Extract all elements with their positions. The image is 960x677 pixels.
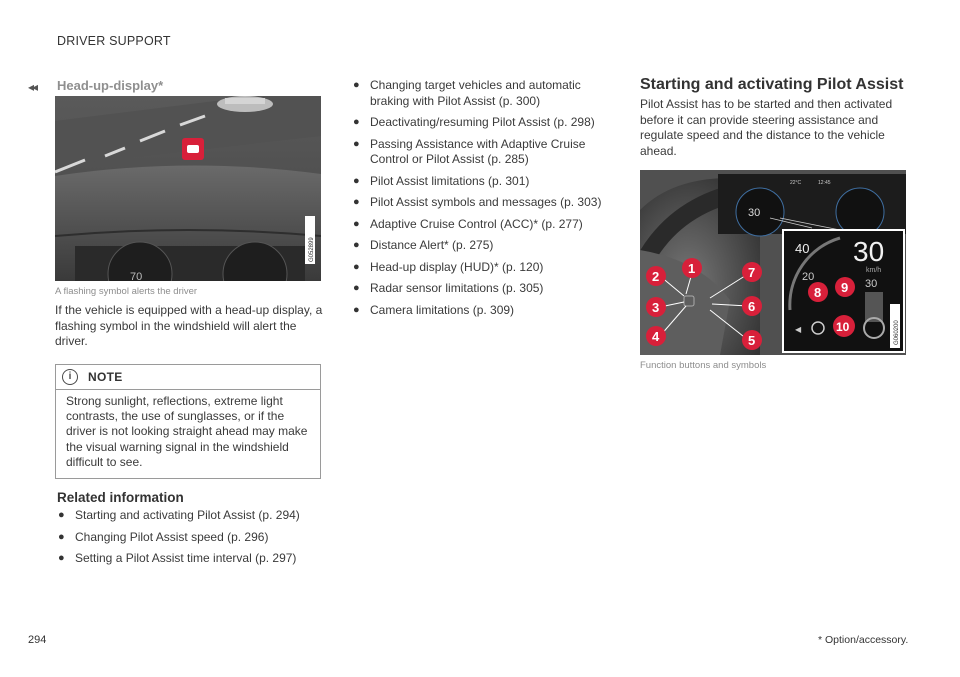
image-caption: A flashing symbol alerts the driver xyxy=(55,286,198,297)
bullet-icon: ● xyxy=(58,552,65,564)
note-title: NOTE xyxy=(88,370,123,384)
note-body: Strong sunlight, reflections, extreme light contrasts, the use of sunglasses, or if the driver is not looking straight ahead may make the visual warning signal in the windshield difficult to see. xyxy=(66,394,308,469)
bullet-icon: ● xyxy=(353,196,360,208)
related-link[interactable]: ● Pilot Assist symbols and messages (p. 303) xyxy=(353,195,602,209)
bullet-icon: ● xyxy=(353,116,360,128)
related-link[interactable]: ● Distance Alert* (p. 275) xyxy=(353,238,494,252)
note-box xyxy=(55,364,321,479)
set-speed: 30 xyxy=(865,278,878,290)
previous-page-marker[interactable]: ◂◂ xyxy=(28,80,37,94)
related-links xyxy=(55,508,325,567)
main-heading: Starting and activating Pilot Assist xyxy=(640,76,904,93)
cluster-time: 12:45 xyxy=(818,180,831,186)
callout-4: 4 xyxy=(652,329,660,344)
cluster-temp: 22°C xyxy=(790,180,802,186)
section-title: Head-up-display* xyxy=(57,78,164,93)
bullet-icon: ● xyxy=(353,137,360,150)
callout-2: 2 xyxy=(652,269,660,284)
related-link[interactable]: ● Changing target vehicles and automatic braking with Pilot Assist (p. 300) xyxy=(353,78,581,108)
hud-illustration xyxy=(55,96,321,281)
related-link[interactable]: ● Pilot Assist limitations (p. 301) xyxy=(353,173,530,188)
hud-photo xyxy=(55,96,321,281)
related-link[interactable]: ● Radar sensor limitations (p. 305) xyxy=(353,281,544,295)
callout-10: 10 xyxy=(836,320,850,334)
cluster-speed: 30 xyxy=(748,207,761,219)
scale-20: 20 xyxy=(802,271,815,283)
related-link[interactable]: ● Adaptive Cruise Control (ACC)* (p. 277) xyxy=(353,216,583,231)
bullet-icon: ● xyxy=(58,509,65,521)
callout-3: 3 xyxy=(652,300,660,315)
related-link[interactable]: ● Setting a Pilot Assist time interval (p. 297) xyxy=(58,551,297,565)
related-link[interactable]: ● Passing Assistance with Adaptive Cruise Control or Pilot Assist (p. 285) xyxy=(353,136,586,166)
page-number: 294 xyxy=(28,634,47,646)
svg-text:◀: ◀ xyxy=(795,325,802,334)
image-caption: Function buttons and symbols xyxy=(640,360,767,371)
bullet-icon: ● xyxy=(353,239,360,251)
speed-readout: 30 xyxy=(853,236,885,267)
related-link[interactable]: ● Deactivating/resuming Pilot Assist (p. 298) xyxy=(353,115,595,129)
section-header: DRIVER SUPPORT xyxy=(57,34,171,48)
function-buttons-illustration xyxy=(640,170,906,355)
svg-text:70: 70 xyxy=(130,271,143,281)
callout-8: 8 xyxy=(814,285,822,300)
related-link[interactable]: ● Camera limitations (p. 309) xyxy=(353,302,515,317)
callout-6: 6 xyxy=(748,299,756,314)
note-header xyxy=(56,365,320,390)
info-icon: i xyxy=(62,369,78,385)
bullet-icon: ● xyxy=(353,174,360,187)
intro-paragraph: If the vehicle is equipped with a head-up display, a flashing symbol in the windshield will alert the driver. xyxy=(55,303,323,348)
scale-40: 40 xyxy=(795,241,810,256)
speed-unit: km/h xyxy=(866,267,882,274)
callout-9: 9 xyxy=(841,280,849,295)
related-link[interactable]: ● Changing Pilot Assist speed (p. 296) xyxy=(58,529,269,544)
steering-wheel-photo xyxy=(640,170,906,355)
bullet-icon: ● xyxy=(353,303,360,316)
related-link[interactable]: ● Starting and activating Pilot Assist (p. 294) xyxy=(58,508,300,522)
related-link[interactable]: ● Head-up display (HUD)* (p. 120) xyxy=(353,259,544,274)
bullet-icon: ● xyxy=(58,530,65,543)
callout-7: 7 xyxy=(748,265,756,280)
related-information-heading: Related information xyxy=(57,490,184,505)
bullet-icon: ● xyxy=(353,260,360,273)
middle-related-links xyxy=(350,78,610,318)
bullet-icon: ● xyxy=(353,282,360,294)
pilot-assist-intro: Pilot Assist has to be started and then activated before it can provide steering assistance and regulate speed and the distance to the vehicle ahead. xyxy=(640,97,893,158)
image-code: G052899 xyxy=(309,237,315,262)
callout-5: 5 xyxy=(748,333,756,348)
image-code: G060200 xyxy=(894,320,900,345)
footnote: * Option/accessory. xyxy=(818,634,909,646)
bullet-icon: ● xyxy=(353,217,360,230)
callout-1: 1 xyxy=(688,261,696,276)
bullet-icon: ● xyxy=(353,79,360,91)
